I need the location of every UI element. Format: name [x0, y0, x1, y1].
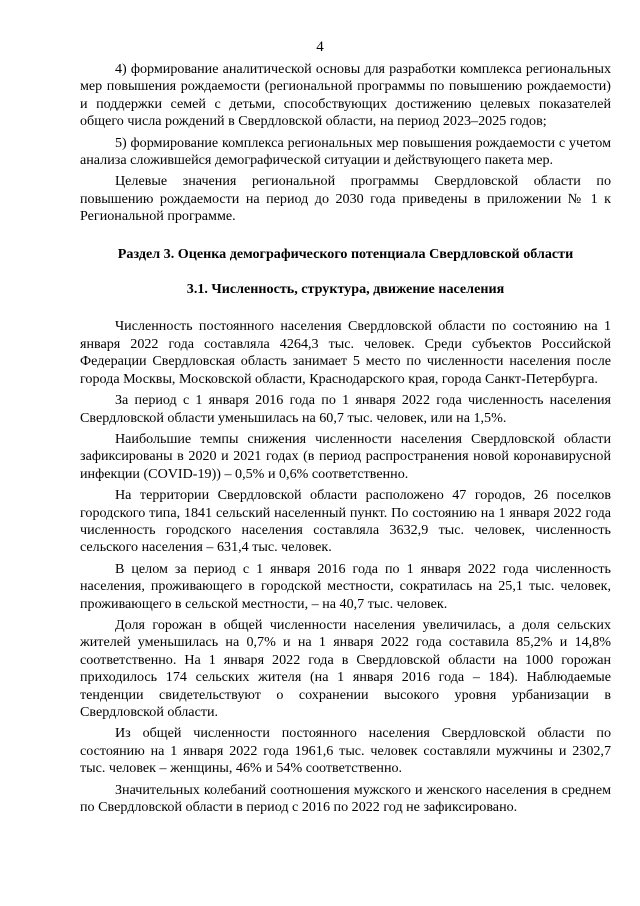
paragraph-gender-ratio: Значительных колебаний соотношения мужского и женского населения в среднем по Свердловской области в период с 2016 по 2022 год не зафиксировано. — [80, 781, 611, 816]
page-number: 4 — [316, 39, 324, 55]
paragraph-population-decline: За период с 1 января 2016 года по 1 января 2022 года численность населения Свердловской области уменьшилась на 60,7 тыс. человек, или на 1,5%. — [80, 392, 611, 426]
section-title: Раздел 3. Оценка демографического потенциала Свердловской области — [117, 245, 574, 262]
subsection-title: 3.1. Численность, структура, движение населения — [186, 281, 505, 298]
paragraph-decline-rates: Наибольшие темпы снижения численности населения Свердловской области зафиксированы в 2020 и 2021 годах (в период распространения новой коронавирусной инфекции (COVID-19)) – 0,5% и 0,6% соответственно. — [80, 430, 611, 482]
document-body — [80, 61, 611, 820]
paragraph-settlements: На территории Свердловской области расположено 47 городов, 26 поселков городского типа, 1841 сельский населенный пункт. По состоянию на 1 января 2022 года численность городского населения составляла 3632,9 тыс. человек, численность сельского населения – 631,4 тыс. человек. — [80, 487, 611, 556]
intro-target-values: Целевые значения региональной программы Свердловской области по повышению рождаемости на период до 2030 года приведены в приложении № 1 к Региональной программе. — [80, 173, 611, 225]
paragraph-gender-structure: Из общей численности постоянного населения Свердловской области по состоянию на 1 января 2022 года 1961,6 тыс. человек составляли мужчины и 2302,7 тыс. человек – женщины, 46% и 54% соответственно. — [80, 725, 611, 777]
intro-item-4: 4) формирование аналитической основы для разработки комплекса региональных мер повышения рождаемости (региональной программы по повышению рождаемости) и поддержки семей с детьми, способствующих достижению целевых показателей общего числа рождений в Свердловской области, на период 2023–2025 годов; — [80, 61, 611, 130]
paragraph-urban-rural-change: В целом за период с 1 января 2016 года по 1 января 2022 года численность населения, проживающего в городской местности, сократилась на 25,1 тыс. человек, проживающего в сельской местности, – на 40,7 тыс. человек. — [80, 560, 611, 612]
paragraph-urbanization: Доля горожан в общей численности населения увеличилась, а доля сельских жителей уменьшилась на 0,7% и на 1 января 2022 года составила 85,2% и 14,8% соответственно. На 1 января 2022 года в Свердловской области на 1000 горожан приходилось 174 сельских жителя (на 1 января 2016 года – 184). Наблюдаемые тенденции свидетельствуют о сохранении высокого уровня урбанизации в Свердловской области. — [80, 616, 611, 720]
paragraph-population-total: Численность постоянного населения Свердловской области по состоянию на 1 января 2022 года составляла 4264,3 тыс. человек. Среди субъектов Российской Федерации Свердловская область занимает 5 место по численности населения после города Москвы, Московской области, Краснодарского края, города Санкт-Петербурга. — [80, 318, 611, 387]
intro-item-5: 5) формирование комплекса региональных мер повышения рождаемости с учетом анализа сложившейся демографической ситуации и действующего пакета мер. — [80, 134, 611, 169]
